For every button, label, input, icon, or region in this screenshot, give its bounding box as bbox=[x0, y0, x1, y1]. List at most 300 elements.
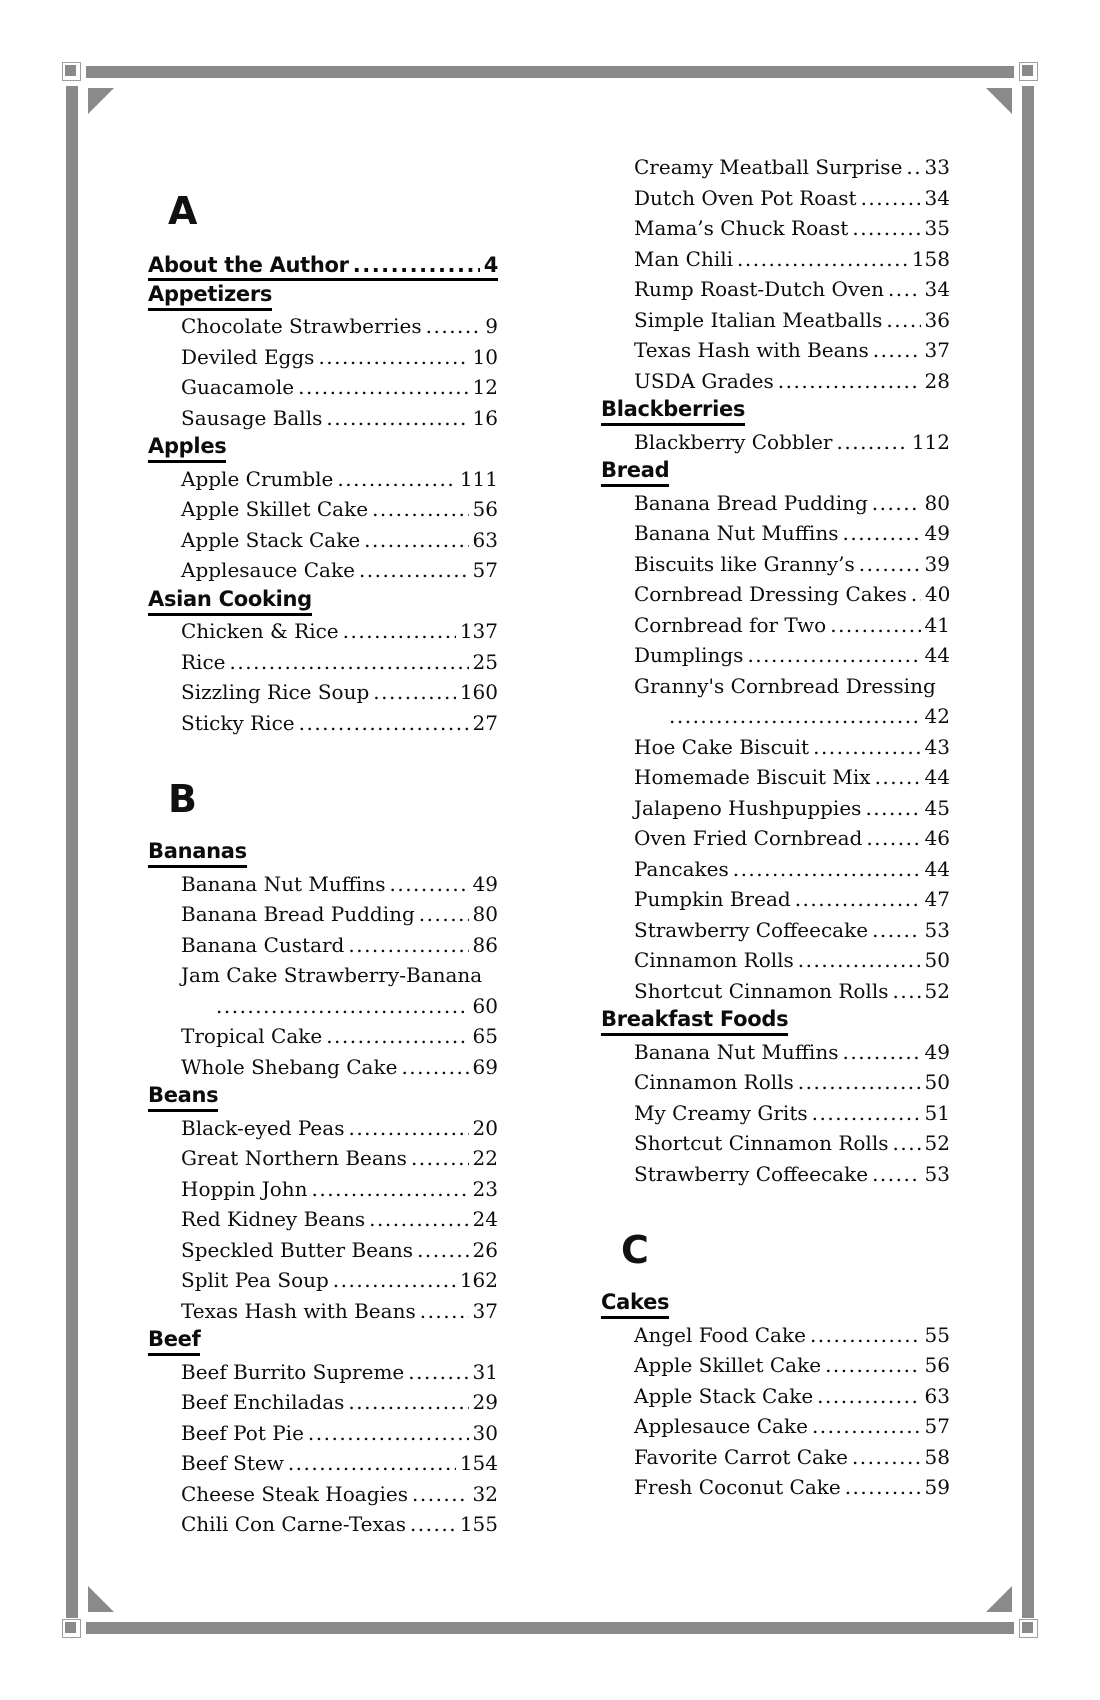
dot-leader bbox=[841, 1472, 921, 1503]
dot-leader bbox=[868, 1159, 920, 1190]
index-entry bbox=[634, 1472, 950, 1503]
entry-label: Cornbread for Two bbox=[634, 612, 827, 637]
frame-corner-square-bottom-left bbox=[62, 1619, 81, 1638]
frame-corner-square-bottom-right bbox=[1019, 1619, 1038, 1638]
index-entry bbox=[181, 1418, 498, 1449]
page-number: 52 bbox=[924, 978, 950, 1003]
index-entry bbox=[181, 1265, 498, 1296]
frame-corner-square-top-left bbox=[62, 62, 81, 81]
entry-label: Mama’s Chuck Roast bbox=[634, 216, 849, 240]
entry-label: Sticky Rice bbox=[181, 710, 295, 735]
dot-leader bbox=[733, 244, 908, 275]
category-label: Beef bbox=[148, 1326, 200, 1356]
entry-label: Beef Stew bbox=[181, 1451, 284, 1475]
page-number: 155 bbox=[459, 1512, 498, 1536]
index-entry bbox=[634, 976, 950, 1007]
index-entry bbox=[181, 677, 498, 708]
dot-leader bbox=[304, 1418, 469, 1449]
category-label: Cakes bbox=[601, 1289, 669, 1319]
entry-label: My Creamy Grits bbox=[634, 1100, 808, 1125]
index-entry-continuation bbox=[665, 701, 950, 732]
index-entry bbox=[181, 372, 498, 403]
dot-leader bbox=[284, 1448, 456, 1479]
page-number: 58 bbox=[924, 1444, 950, 1469]
entry-label: Jam Cake Strawberry-Banana bbox=[181, 963, 483, 987]
category-label: About the Author bbox=[148, 253, 349, 277]
index-content bbox=[148, 152, 952, 1540]
dot-leader bbox=[295, 708, 469, 739]
page-number: 26 bbox=[472, 1237, 498, 1262]
page-number: 80 bbox=[472, 902, 498, 926]
page-number: 57 bbox=[924, 1414, 950, 1438]
index-entry bbox=[181, 464, 498, 495]
index-entry bbox=[634, 945, 950, 976]
page-number: 32 bbox=[472, 1481, 498, 1506]
entry-label: Biscuits like Granny’s bbox=[634, 551, 855, 576]
index-entry bbox=[181, 1448, 498, 1479]
dot-leader bbox=[385, 869, 468, 900]
index-category bbox=[148, 1082, 498, 1113]
page-number: 49 bbox=[472, 871, 498, 896]
frame-corner-triangle-bottom-right bbox=[986, 1586, 1012, 1612]
category-label: Blackberries bbox=[601, 396, 745, 426]
entry-label: Jalapeno Hushpuppies bbox=[634, 795, 862, 820]
index-entry bbox=[181, 960, 498, 991]
index-entry bbox=[634, 1128, 950, 1159]
dot-leader bbox=[314, 342, 468, 373]
index-entry bbox=[634, 213, 950, 244]
entry-label: Banana Bread Pudding bbox=[634, 490, 868, 515]
dot-leader bbox=[813, 1381, 920, 1412]
dot-leader bbox=[413, 1235, 468, 1266]
page-number: 45 bbox=[924, 795, 950, 820]
entry-label: Man Chili bbox=[634, 246, 734, 271]
index-entry bbox=[634, 823, 950, 854]
dot-leader bbox=[902, 152, 920, 183]
page-number: 65 bbox=[472, 1024, 498, 1048]
page-number: 37 bbox=[472, 1298, 498, 1323]
index-entry bbox=[634, 884, 950, 915]
page-number: 4 bbox=[483, 253, 498, 277]
entry-label: Rice bbox=[181, 649, 226, 674]
entry-label: Great Northern Beans bbox=[181, 1146, 407, 1170]
dot-leader bbox=[397, 1052, 468, 1083]
page-number: 43 bbox=[924, 734, 950, 759]
dot-leader bbox=[808, 1411, 921, 1442]
entry-label: Cinnamon Rolls bbox=[634, 948, 794, 972]
dot-leader bbox=[888, 1128, 920, 1159]
index-category bbox=[148, 433, 498, 464]
index-category bbox=[148, 586, 498, 617]
index-entry bbox=[181, 899, 498, 930]
page-number: 63 bbox=[472, 527, 498, 552]
index-entry bbox=[634, 732, 950, 763]
index-entry bbox=[634, 1320, 950, 1351]
entry-label: Texas Hash with Beans bbox=[634, 338, 869, 362]
entry-label: Homemade Biscuit Mix bbox=[634, 765, 871, 789]
index-entry bbox=[181, 1509, 498, 1540]
page-number: 50 bbox=[924, 1070, 950, 1094]
dot-leader bbox=[833, 427, 908, 458]
page-number: 29 bbox=[472, 1390, 498, 1414]
dot-leader bbox=[848, 213, 920, 244]
page-number: 42 bbox=[924, 704, 950, 728]
index-left-column bbox=[148, 152, 498, 1540]
entry-label: Apple Skillet Cake bbox=[634, 1353, 822, 1377]
page-number: 46 bbox=[924, 826, 950, 850]
dot-leader bbox=[308, 1174, 469, 1205]
dot-leader bbox=[344, 930, 468, 961]
page-number: 47 bbox=[924, 887, 950, 911]
entry-label: Black-eyed Peas bbox=[181, 1115, 345, 1140]
entry-label: Apple Skillet Cake bbox=[181, 497, 369, 521]
dot-leader bbox=[838, 518, 920, 549]
dot-leader bbox=[861, 793, 920, 824]
index-entry bbox=[634, 518, 950, 549]
dot-leader bbox=[226, 647, 469, 678]
page-number: 49 bbox=[924, 1039, 950, 1064]
entry-label: Creamy Meatball Surprise bbox=[634, 155, 903, 179]
index-entry bbox=[634, 579, 950, 610]
page-number: 52 bbox=[924, 1131, 950, 1155]
page-number: 158 bbox=[911, 246, 950, 271]
section-letter: A bbox=[168, 189, 198, 233]
entry-label: Shortcut Cinnamon Rolls bbox=[634, 1131, 889, 1155]
entry-label: Tropical Cake bbox=[181, 1024, 323, 1048]
index-entry bbox=[181, 616, 498, 647]
index-entry bbox=[181, 555, 498, 586]
index-entry bbox=[634, 793, 950, 824]
index-entry bbox=[181, 1479, 498, 1510]
dot-leader bbox=[729, 854, 921, 885]
dot-leader bbox=[406, 1509, 456, 1540]
entry-label: Blackberry Cobbler bbox=[634, 429, 833, 454]
index-entry bbox=[181, 311, 498, 342]
entry-label: Apple Crumble bbox=[181, 466, 334, 491]
dot-leader bbox=[365, 1204, 468, 1235]
dot-leader bbox=[322, 1021, 468, 1052]
index-entry bbox=[181, 869, 498, 900]
entry-label: Angel Food Cake bbox=[634, 1322, 806, 1347]
index-entry bbox=[181, 1143, 498, 1174]
dot-leader bbox=[743, 640, 920, 671]
dot-leader bbox=[294, 372, 468, 403]
dot-leader bbox=[322, 403, 468, 434]
index-entry bbox=[181, 1296, 498, 1327]
entry-label: Deviled Eggs bbox=[181, 344, 315, 369]
page-number: 16 bbox=[472, 405, 498, 430]
page-number: 59 bbox=[924, 1475, 950, 1499]
page-number: 154 bbox=[459, 1451, 498, 1475]
page-number: 30 bbox=[472, 1420, 498, 1445]
page-number: 35 bbox=[924, 216, 950, 240]
frame-top-bar bbox=[86, 66, 1014, 78]
entry-label: Strawberry Coffeecake bbox=[634, 917, 869, 942]
dot-leader bbox=[848, 1442, 921, 1473]
index-entry bbox=[181, 930, 498, 961]
dot-leader bbox=[344, 1387, 468, 1418]
entry-label: Guacamole bbox=[181, 375, 295, 399]
index-right-column bbox=[601, 152, 950, 1540]
frame-corner-triangle-top-right bbox=[986, 88, 1012, 114]
frame-corner-triangle-top-left bbox=[88, 88, 114, 114]
page-number: 34 bbox=[924, 277, 950, 301]
index-entry bbox=[181, 1021, 498, 1052]
page-number: 80 bbox=[924, 490, 950, 515]
dot-leader bbox=[838, 1037, 920, 1068]
index-category bbox=[148, 250, 498, 281]
dot-leader bbox=[369, 677, 456, 708]
dot-leader bbox=[329, 1265, 456, 1296]
entry-label: Applesauce Cake bbox=[634, 1414, 808, 1438]
index-entry bbox=[634, 1442, 950, 1473]
page-number: 162 bbox=[459, 1268, 498, 1292]
index-entry bbox=[181, 342, 498, 373]
entry-label: Banana Nut Muffins bbox=[634, 521, 839, 545]
dot-leader bbox=[774, 366, 921, 397]
page-number: 112 bbox=[911, 429, 950, 454]
dot-leader bbox=[415, 899, 469, 930]
category-label: Bread bbox=[601, 457, 669, 487]
entry-label: Chicken & Rice bbox=[181, 619, 339, 643]
index-entry bbox=[634, 274, 950, 305]
page-number: 34 bbox=[924, 185, 950, 210]
section-letter: B bbox=[168, 777, 197, 821]
category-label: Appetizers bbox=[148, 281, 272, 311]
frame-corner-square-top-right bbox=[1019, 62, 1038, 81]
entry-label: Strawberry Coffeecake bbox=[634, 1161, 869, 1186]
dot-leader bbox=[349, 250, 480, 281]
index-category bbox=[601, 457, 950, 488]
frame-right-bar bbox=[1022, 86, 1034, 1618]
page-number: 63 bbox=[924, 1383, 950, 1408]
page-number: 23 bbox=[472, 1176, 498, 1201]
index-category bbox=[601, 1006, 950, 1037]
entry-label: Beef Burrito Supreme bbox=[181, 1359, 405, 1384]
entry-label: Cheese Steak Hoagies bbox=[181, 1481, 408, 1506]
page-number: 49 bbox=[924, 521, 950, 545]
index-entry bbox=[181, 1113, 498, 1144]
page-number: 137 bbox=[459, 619, 498, 643]
entry-label: Apple Stack Cake bbox=[634, 1383, 814, 1408]
index-entry bbox=[634, 1350, 950, 1381]
dot-leader bbox=[791, 884, 921, 915]
page-number: 44 bbox=[924, 643, 950, 667]
dot-leader bbox=[884, 274, 921, 305]
index-entry bbox=[634, 335, 950, 366]
index-entry bbox=[634, 610, 950, 641]
index-entry bbox=[634, 152, 950, 183]
dot-leader bbox=[665, 701, 921, 732]
entry-label: Chili Con Carne-Texas bbox=[181, 1512, 406, 1536]
index-entry bbox=[634, 1037, 950, 1068]
index-entry-continuation bbox=[212, 991, 498, 1022]
entry-label: Banana Nut Muffins bbox=[181, 871, 386, 896]
frame-corner-triangle-bottom-left bbox=[88, 1586, 114, 1612]
entry-label: Granny's Cornbread Dressing bbox=[634, 673, 936, 698]
entry-label: Oven Fried Cornbread bbox=[634, 826, 863, 850]
dot-leader bbox=[871, 762, 921, 793]
category-label: Breakfast Foods bbox=[601, 1006, 788, 1036]
page-number: 33 bbox=[924, 155, 950, 179]
dot-leader bbox=[868, 488, 921, 519]
corner-square-fill bbox=[65, 1622, 76, 1633]
dot-leader bbox=[422, 311, 482, 342]
index-entry bbox=[634, 671, 950, 702]
entry-label: Fresh Coconut Cake bbox=[634, 1475, 841, 1499]
entry-label: USDA Grades bbox=[634, 368, 774, 393]
entry-label: Simple Italian Meatballs bbox=[634, 307, 883, 332]
corner-square-fill bbox=[1022, 65, 1033, 76]
page-number: 160 bbox=[459, 680, 498, 704]
page-number: 22 bbox=[472, 1146, 498, 1170]
index-category bbox=[601, 396, 950, 427]
page-number: 31 bbox=[472, 1359, 498, 1384]
dot-leader bbox=[360, 525, 468, 556]
index-entry bbox=[634, 183, 950, 214]
index-entry bbox=[181, 1204, 498, 1235]
entry-label: Dumplings bbox=[634, 643, 744, 667]
index-entry bbox=[634, 427, 950, 458]
entry-label: Texas Hash with Beans bbox=[181, 1298, 416, 1323]
entry-label: Sausage Balls bbox=[181, 405, 323, 430]
index-entry bbox=[181, 647, 498, 678]
page-number: 56 bbox=[472, 497, 498, 521]
page-number: 41 bbox=[924, 612, 950, 637]
entry-label: Hoppin John bbox=[181, 1176, 308, 1201]
dot-leader bbox=[212, 991, 469, 1022]
entry-label: Whole Shebang Cake bbox=[181, 1054, 398, 1079]
index-entry bbox=[634, 366, 950, 397]
page-number: 10 bbox=[472, 344, 498, 369]
entry-label: Chocolate Strawberries bbox=[181, 314, 422, 338]
index-entry bbox=[181, 1387, 498, 1418]
entry-label: Speckled Butter Beans bbox=[181, 1237, 414, 1262]
dot-leader bbox=[794, 1067, 921, 1098]
index-entry bbox=[634, 488, 950, 519]
dot-leader bbox=[826, 610, 920, 641]
dot-leader bbox=[868, 915, 920, 946]
page-number: 53 bbox=[924, 917, 950, 942]
page-number: 27 bbox=[472, 710, 498, 735]
entry-label: Hoe Cake Biscuit bbox=[634, 734, 810, 759]
dot-leader bbox=[882, 305, 920, 336]
page-number: 12 bbox=[472, 375, 498, 399]
category-label: Bananas bbox=[148, 838, 247, 868]
corner-square-fill bbox=[1022, 1622, 1033, 1633]
page-number: 69 bbox=[472, 1054, 498, 1079]
category-label: Asian Cooking bbox=[148, 586, 312, 616]
page-number: 44 bbox=[924, 856, 950, 881]
index-entry bbox=[634, 1067, 950, 1098]
entry-label: Beef Enchiladas bbox=[181, 1390, 345, 1414]
dot-leader bbox=[855, 549, 921, 580]
page-number: 111 bbox=[459, 466, 498, 491]
section-letter: C bbox=[621, 1228, 649, 1272]
dot-leader bbox=[339, 616, 456, 647]
index-entry bbox=[634, 1159, 950, 1190]
index-entry bbox=[181, 1357, 498, 1388]
index-entry bbox=[634, 1411, 950, 1442]
entry-label: Red Kidney Beans bbox=[181, 1207, 366, 1231]
dot-leader bbox=[907, 579, 921, 610]
entry-label: Banana Custard bbox=[181, 932, 345, 957]
entry-label: Cornbread Dressing Cakes bbox=[634, 582, 907, 606]
dot-leader bbox=[821, 1350, 920, 1381]
page-number: 55 bbox=[924, 1322, 950, 1347]
category-label: Beans bbox=[148, 1082, 218, 1112]
page-number: 25 bbox=[472, 649, 498, 674]
page-number: 57 bbox=[472, 558, 498, 582]
dot-leader bbox=[404, 1357, 468, 1388]
page-number: 53 bbox=[924, 1161, 950, 1186]
entry-label: Pancakes bbox=[634, 856, 729, 881]
entry-label: Rump Roast-Dutch Oven bbox=[634, 277, 884, 301]
index-entry bbox=[181, 403, 498, 434]
entry-label: Banana Bread Pudding bbox=[181, 902, 415, 926]
index-category bbox=[148, 838, 498, 869]
index-entry bbox=[634, 305, 950, 336]
dot-leader bbox=[869, 335, 921, 366]
dot-leader bbox=[857, 183, 921, 214]
dot-leader bbox=[344, 1113, 468, 1144]
dot-leader bbox=[809, 732, 920, 763]
index-entry bbox=[634, 854, 950, 885]
dot-leader bbox=[408, 1479, 469, 1510]
entry-label: Sizzling Rice Soup bbox=[181, 680, 370, 704]
frame-left-bar bbox=[66, 86, 78, 1618]
page-number: 24 bbox=[472, 1207, 498, 1231]
dot-leader bbox=[333, 464, 455, 495]
entry-label: Beef Pot Pie bbox=[181, 1420, 304, 1445]
dot-leader bbox=[407, 1143, 469, 1174]
page-number: 60 bbox=[472, 993, 498, 1018]
entry-label: Favorite Carrot Cake bbox=[634, 1444, 848, 1469]
entry-label: Cinnamon Rolls bbox=[634, 1070, 794, 1094]
corner-square-fill bbox=[65, 65, 76, 76]
page-number: 56 bbox=[924, 1353, 950, 1377]
index-entry bbox=[634, 762, 950, 793]
index-entry bbox=[181, 494, 498, 525]
page-number: 39 bbox=[924, 551, 950, 576]
index-entry bbox=[181, 1174, 498, 1205]
page-number: 40 bbox=[924, 582, 951, 606]
page-number: 51 bbox=[924, 1100, 950, 1125]
page-number: 37 bbox=[924, 338, 950, 362]
page-number: 86 bbox=[472, 932, 498, 957]
dot-leader bbox=[416, 1296, 469, 1327]
index-entry bbox=[181, 708, 498, 739]
dot-leader bbox=[808, 1098, 921, 1129]
page-number: 9 bbox=[485, 314, 498, 338]
index-entry bbox=[181, 525, 498, 556]
index-entry bbox=[634, 549, 950, 580]
page-number: 44 bbox=[924, 765, 950, 789]
entry-label: Split Pea Soup bbox=[181, 1268, 329, 1292]
entry-label: Pumpkin Bread bbox=[634, 887, 791, 911]
entry-label: Dutch Oven Pot Roast bbox=[634, 185, 857, 210]
dot-leader bbox=[862, 823, 920, 854]
index-category bbox=[601, 1289, 950, 1320]
index-entry bbox=[634, 1098, 950, 1129]
index-category bbox=[148, 1326, 498, 1357]
index-entry bbox=[634, 640, 950, 671]
index-category bbox=[148, 281, 498, 312]
entry-label: Applesauce Cake bbox=[181, 558, 355, 582]
page-number: 20 bbox=[472, 1115, 498, 1140]
page-number: 50 bbox=[924, 948, 950, 972]
entry-label: Shortcut Cinnamon Rolls bbox=[634, 978, 889, 1003]
